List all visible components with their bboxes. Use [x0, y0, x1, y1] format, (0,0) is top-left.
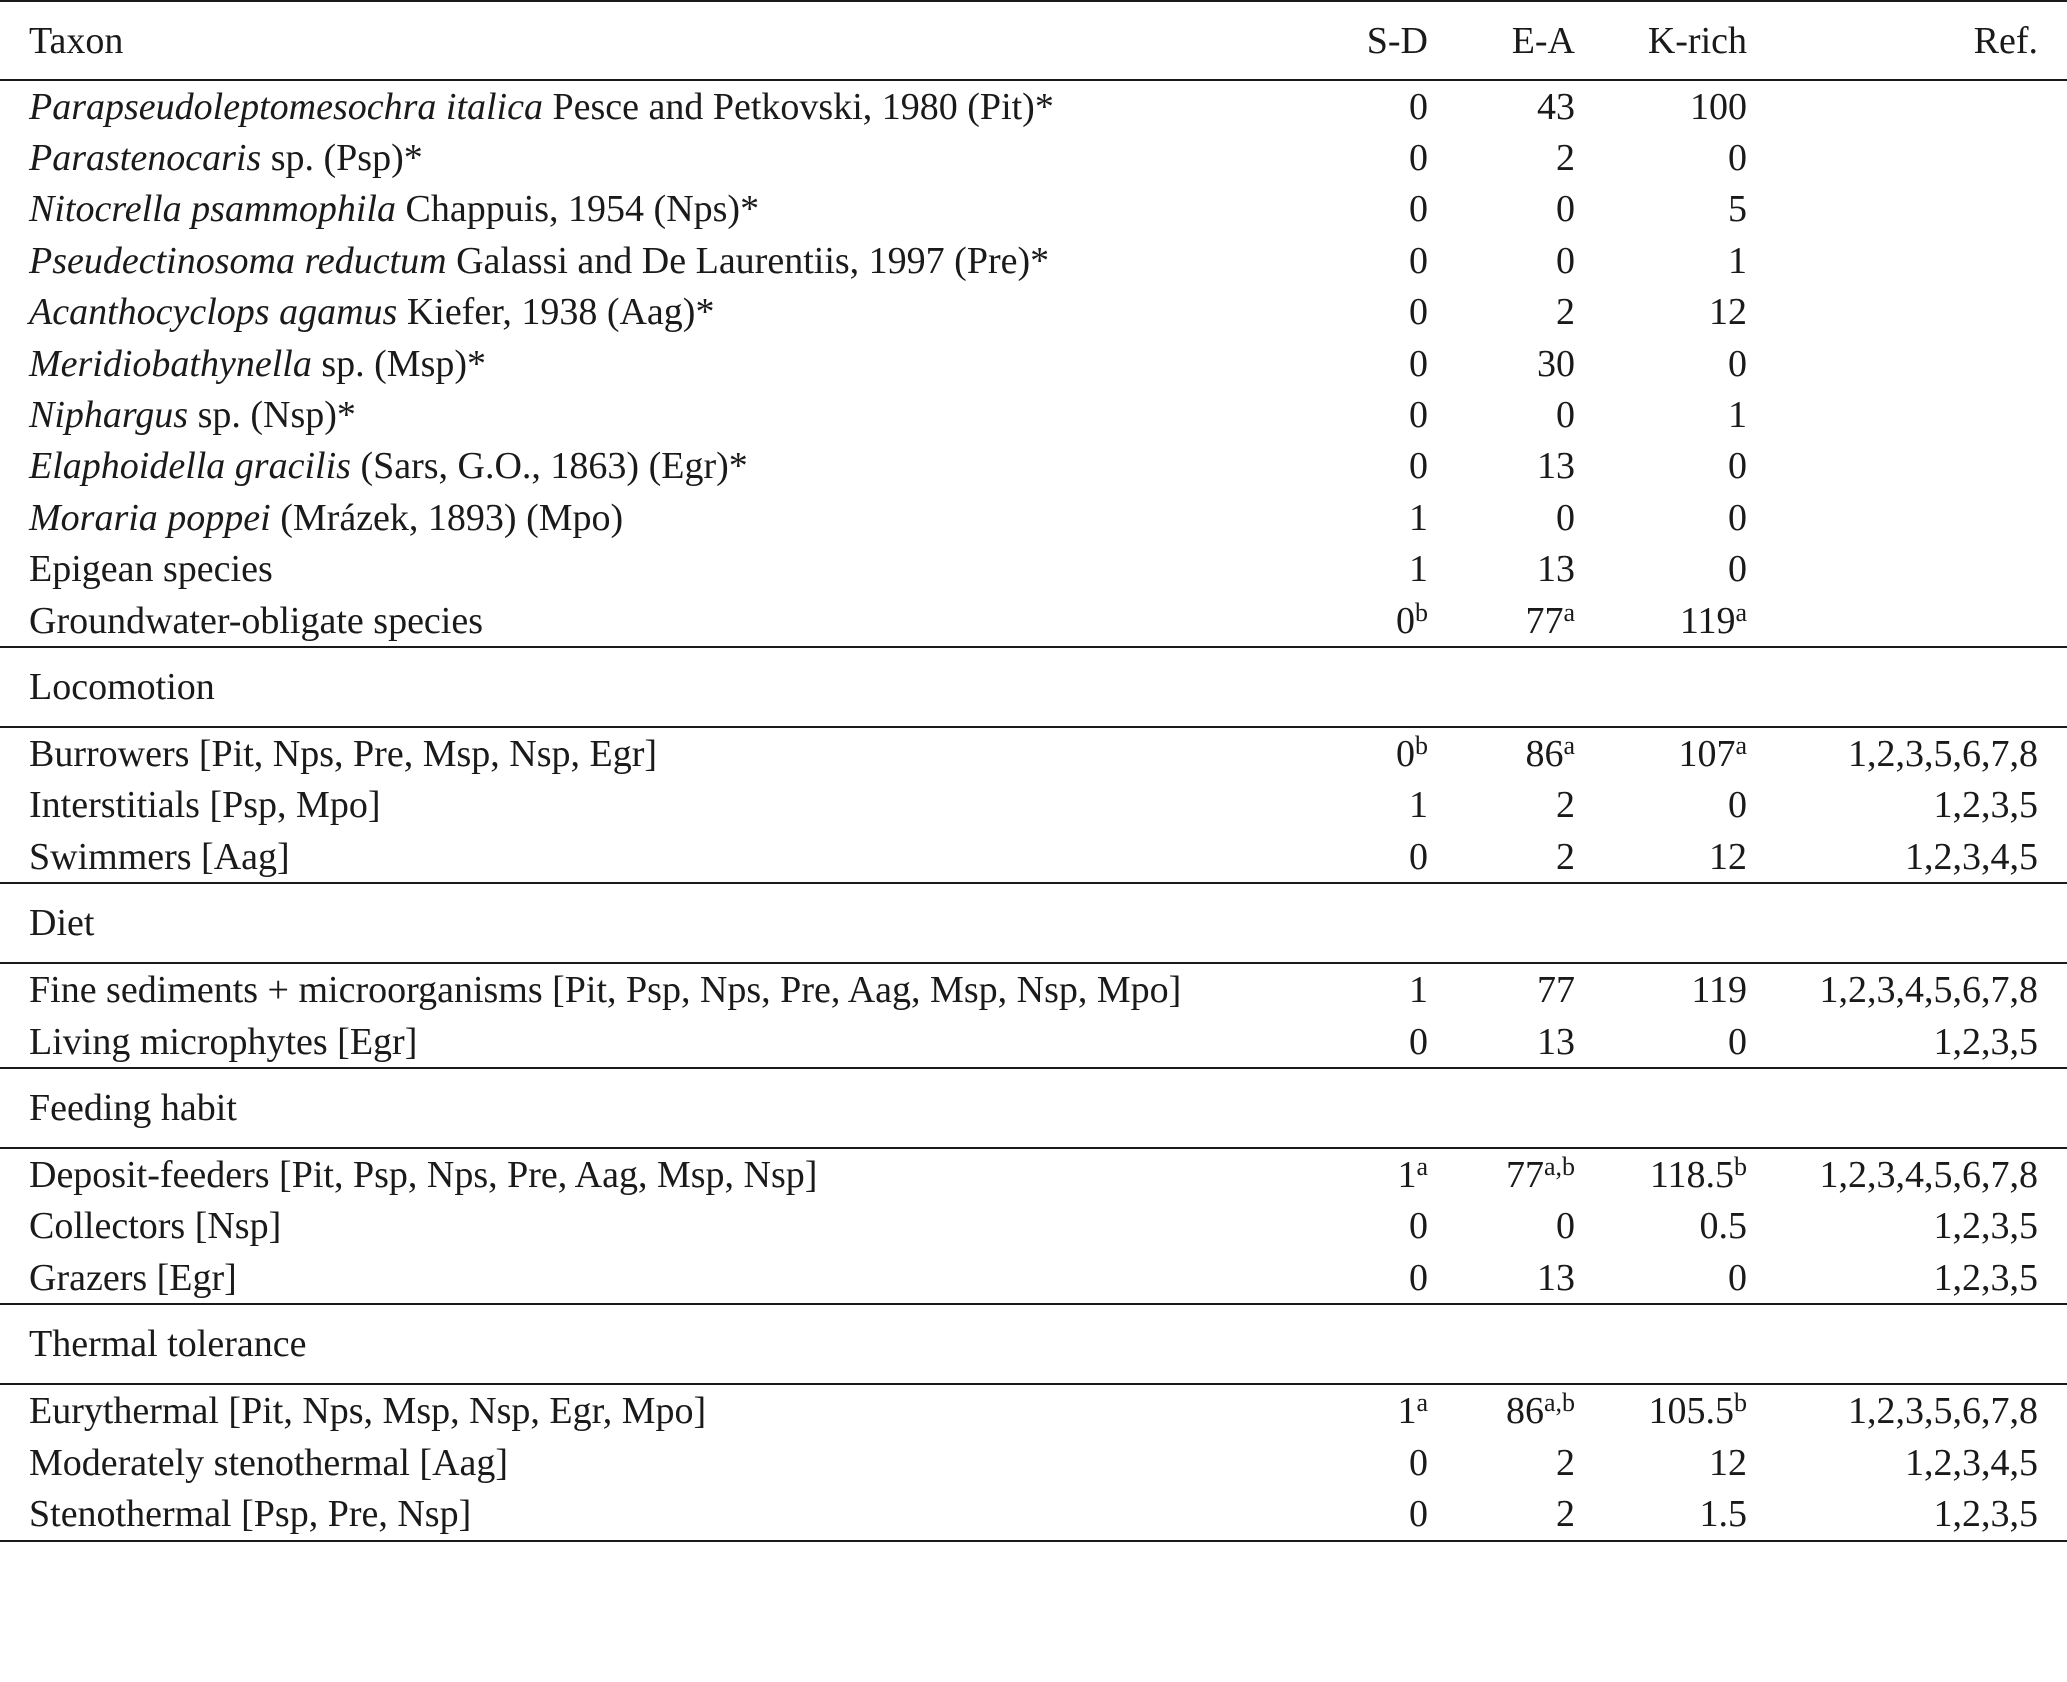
trait-row: [0, 1148, 2067, 1200]
taxon-authority: Galassi and De Laurentiis, 1997 (Pre)*: [456, 239, 1050, 282]
taxon-cell: [0, 492, 1321, 543]
ea-cell: [1428, 80, 1575, 132]
trait-label: Grazers [Egr]: [29, 1256, 237, 1299]
section-header-row: [0, 1068, 2067, 1148]
taxon-authority: Kiefer, 1938 (Aag)*: [406, 291, 715, 334]
sd-cell: [1321, 727, 1428, 779]
sd-cell-value: 0: [1409, 1020, 1428, 1063]
ea-cell: [1428, 132, 1575, 183]
taxon-cell: [0, 544, 1321, 595]
ea-cell-value: 2: [1556, 137, 1575, 180]
ea-cell: [1428, 727, 1575, 779]
sd-cell: [1321, 831, 1428, 883]
ref-cell: [1747, 389, 2067, 440]
krich-cell-superscript: b: [1734, 1151, 1747, 1181]
sd-cell-value: 0: [1409, 188, 1428, 231]
sd-cell-value: 0: [1409, 239, 1428, 282]
section-title: Feeding habit: [0, 1068, 2067, 1148]
taxon-authority: Groundwater-obligate species: [29, 599, 484, 642]
krich-cell-value: 1.5: [1699, 1492, 1747, 1535]
krich-cell: [1575, 544, 1747, 595]
taxon-cell: [0, 80, 1321, 132]
sd-cell-superscript: b: [1415, 730, 1428, 760]
ref-cell: 1,2,3,4,5: [1905, 835, 2038, 878]
trait-label: Deposit-feeders [Pit, Psp, Nps, Pre, Aag, Msp, Nsp]: [29, 1153, 818, 1196]
krich-cell-value: 1: [1728, 239, 1747, 282]
species-row: [0, 80, 2067, 132]
ea-cell-value: 2: [1556, 835, 1575, 878]
ea-cell: [1428, 338, 1575, 389]
ea-cell-value: 43: [1537, 85, 1575, 128]
krich-cell-value: 12: [1709, 291, 1747, 334]
ref-cell: [1747, 287, 2067, 338]
krich-cell: [1575, 389, 1747, 440]
ea-cell: [1428, 235, 1575, 286]
ea-cell: [1428, 1437, 1575, 1488]
krich-cell: [1575, 963, 1747, 1015]
taxon-name: Acanthocyclops agamus: [29, 291, 398, 334]
taxon-cell: [0, 235, 1321, 286]
taxon-cell: [0, 287, 1321, 338]
krich-cell-value: 0.5: [1699, 1205, 1747, 1248]
ea-cell-value: 0: [1556, 496, 1575, 539]
ref-cell: [1747, 544, 2067, 595]
sd-cell: [1321, 1488, 1428, 1540]
ea-cell: [1428, 492, 1575, 543]
ref-cell: 1,2,3,5,6,7,8: [1848, 1390, 2038, 1433]
sd-cell: [1321, 780, 1428, 831]
trait-label: Stenothermal [Psp, Pre, Nsp]: [0, 1488, 1321, 1540]
trait-label: Collectors [Nsp]: [29, 1205, 282, 1248]
krich-cell: [1575, 492, 1747, 543]
sd-cell: [1321, 80, 1428, 132]
section-header-row: [0, 883, 2067, 963]
sd-cell: [1321, 1437, 1428, 1488]
species-row: [0, 338, 2067, 389]
table-body: [0, 1, 2067, 1541]
taxon-authority: (Mrázek, 1893) (Mpo): [280, 496, 624, 539]
ref-cell: 1,2,3,4,5,6,7,8: [1819, 969, 2038, 1012]
header-row: [0, 1, 2067, 80]
taxon-name: Elaphoidella gracilis: [29, 445, 351, 488]
krich-cell: [1575, 184, 1747, 235]
sd-cell-superscript: a: [1416, 1388, 1428, 1418]
sd-cell: [1321, 1148, 1428, 1200]
ea-cell: [1428, 184, 1575, 235]
krich-cell: [1575, 1201, 1747, 1252]
taxon-name: Pseudectinosoma reductum: [29, 239, 447, 282]
krich-cell: [1575, 1437, 1747, 1488]
krich-cell-value: 119: [1679, 599, 1736, 642]
ea-cell: [1428, 287, 1575, 338]
ea-cell-value: 0: [1556, 188, 1575, 231]
krich-cell: [1575, 1016, 1747, 1068]
ea-cell: [1428, 1016, 1575, 1068]
sd-cell: [1321, 1201, 1428, 1252]
taxon-authority: sp. (Psp)*: [270, 137, 423, 180]
sd-cell-value: 0: [1409, 835, 1428, 878]
sd-cell: [1321, 492, 1428, 543]
sd-cell-superscript: a: [1416, 1151, 1428, 1181]
krich-cell-value: 100: [1690, 85, 1747, 128]
krich-cell: [1575, 80, 1747, 132]
taxon-cell: [0, 441, 1321, 492]
sd-cell: [1321, 963, 1428, 1015]
ea-cell: [1428, 441, 1575, 492]
sd-cell-value: 1: [1397, 1390, 1417, 1433]
sd-cell: [1321, 1252, 1428, 1304]
taxon-authority: Pesce and Petkovski, 1980 (Pit)*: [552, 85, 1054, 128]
species-row: [0, 389, 2067, 440]
sd-cell-value: 0: [1409, 394, 1428, 437]
section-title: Thermal tolerance: [0, 1304, 2067, 1384]
trait-row: [0, 727, 2067, 779]
ea-cell: [1428, 1252, 1575, 1304]
krich-cell-value: 0: [1728, 342, 1747, 385]
ea-cell: [1428, 780, 1575, 831]
sd-cell-value: 0: [1409, 445, 1428, 488]
trait-row: [0, 1201, 2067, 1252]
species-row: [0, 595, 2067, 647]
sd-cell-value: 0: [1409, 137, 1428, 180]
header-taxon: Taxon: [0, 1, 1321, 80]
ea-cell-value: 2: [1556, 1492, 1575, 1535]
taxon-authority: (Sars, G.O., 1863) (Egr)*: [360, 445, 748, 488]
sd-cell-value: 0: [1409, 1205, 1428, 1248]
section-header-row: [0, 647, 2067, 727]
sd-cell-value: 1: [1397, 1153, 1417, 1196]
ref-cell: [1747, 184, 2067, 235]
krich-cell: [1575, 831, 1747, 883]
krich-cell-value: 105.5: [1648, 1390, 1734, 1433]
ea-cell-value: 13: [1537, 548, 1575, 591]
trait-label: Moderately stenothermal [Aag]: [29, 1441, 509, 1484]
ref-cell: [1747, 132, 2067, 183]
sd-cell-value: 0: [1409, 291, 1428, 334]
ea-cell-value: 77: [1505, 1153, 1544, 1196]
ea-cell: [1428, 1148, 1575, 1200]
ref-cell: [1747, 441, 2067, 492]
sd-cell: [1321, 1384, 1428, 1436]
sd-cell-value: 0: [1409, 1441, 1428, 1484]
ea-cell: [1428, 831, 1575, 883]
krich-cell: [1575, 235, 1747, 286]
sd-cell: [1321, 544, 1428, 595]
trait-row: [0, 1252, 2067, 1304]
ea-cell: [1428, 595, 1575, 647]
taxon-authority: sp. (Nsp)*: [197, 394, 356, 437]
taxon-cell: [0, 184, 1321, 235]
ea-cell-superscript: a,b: [1543, 1151, 1575, 1181]
ea-cell-value: 86: [1505, 1390, 1544, 1433]
trait-label: Interstitials [Psp, Mpo]: [29, 784, 381, 827]
krich-cell-value: 119: [1691, 969, 1747, 1012]
species-row: [0, 287, 2067, 338]
ea-cell-value: 2: [1556, 784, 1575, 827]
trait-row: [0, 1437, 2067, 1488]
ref-cell: [1747, 338, 2067, 389]
krich-cell: [1575, 1148, 1747, 1200]
krich-cell-superscript: a: [1735, 730, 1747, 760]
taxon-cell: [0, 389, 1321, 440]
ea-cell-value: 30: [1537, 342, 1575, 385]
trait-label: Swimmers [Aag]: [29, 835, 290, 878]
krich-cell-value: 0: [1728, 137, 1747, 180]
species-row: [0, 235, 2067, 286]
krich-cell-value: 12: [1709, 835, 1747, 878]
krich-cell: [1575, 338, 1747, 389]
krich-cell: [1575, 727, 1747, 779]
sd-cell: [1321, 235, 1428, 286]
ref-cell: 1,2,3,4,5: [1905, 1441, 2038, 1484]
section-title: Locomotion: [0, 647, 2067, 727]
krich-cell-value: 0: [1728, 445, 1747, 488]
ea-cell-value: 77: [1525, 599, 1564, 642]
krich-cell-value: 0: [1728, 1256, 1747, 1299]
krich-cell-value: 12: [1709, 1441, 1747, 1484]
trait-row: [0, 963, 2067, 1015]
ea-cell-value: 0: [1556, 1205, 1575, 1248]
ref-cell: 1,2,3,5: [1933, 1256, 2038, 1299]
krich-cell-value: 0: [1728, 1020, 1747, 1063]
ea-cell: [1428, 1201, 1575, 1252]
ea-cell-value: 0: [1556, 394, 1575, 437]
sd-cell-value: 0: [1409, 1256, 1428, 1299]
trait-label: Fine sediments + microorganisms [Pit, Psp, Nps, Pre, Aag, Msp, Nsp, Mpo]: [29, 969, 1182, 1012]
ea-cell-superscript: a: [1563, 730, 1575, 760]
sd-cell: [1321, 132, 1428, 183]
sd-cell-value: 0: [1409, 1492, 1428, 1535]
ea-cell-value: 13: [1537, 1256, 1575, 1299]
ea-cell-value: 77: [1537, 969, 1575, 1012]
ea-cell: [1428, 963, 1575, 1015]
sd-cell: [1321, 1016, 1428, 1068]
krich-cell: [1575, 595, 1747, 647]
taxon-cell: [0, 132, 1321, 183]
krich-cell-value: 0: [1728, 496, 1747, 539]
trait-row: [0, 831, 2067, 883]
species-row: [0, 184, 2067, 235]
sd-cell-superscript: b: [1415, 597, 1428, 627]
trait-row: [0, 1016, 2067, 1068]
ref-cell: 1,2,3,5: [1747, 1488, 2067, 1540]
ea-cell-value: 0: [1556, 239, 1575, 282]
sd-cell-value: 0: [1409, 85, 1428, 128]
krich-cell-superscript: a: [1735, 597, 1747, 627]
taxon-name: Nitocrella psammophila: [29, 188, 396, 231]
trait-label: Eurythermal [Pit, Nps, Msp, Nsp, Egr, Mpo]: [29, 1390, 707, 1433]
species-row: [0, 132, 2067, 183]
sd-cell: [1321, 184, 1428, 235]
krich-cell: [1575, 441, 1747, 492]
taxon-name: Meridiobathynella: [29, 342, 312, 385]
sd-cell: [1321, 287, 1428, 338]
sd-cell: [1321, 595, 1428, 647]
species-row: [0, 544, 2067, 595]
taxon-name: Parastenocaris: [29, 137, 262, 180]
header-krich: K-rich: [1575, 1, 1747, 80]
taxon-name: Moraria poppei: [29, 496, 271, 539]
header-ea: E-A: [1428, 1, 1575, 80]
sd-cell-value: 1: [1409, 548, 1428, 591]
taxon-name: Niphargus: [29, 394, 189, 437]
species-row: [0, 492, 2067, 543]
sd-cell-value: 0: [1396, 599, 1415, 642]
krich-cell: [1575, 1384, 1747, 1436]
krich-cell: [1575, 132, 1747, 183]
trait-row: [0, 780, 2067, 831]
sd-cell: [1321, 441, 1428, 492]
trait-row: [0, 1488, 2067, 1540]
sd-cell-value: 1: [1409, 496, 1428, 539]
taxon-authority: Epigean species: [29, 548, 273, 591]
trait-row: [0, 1384, 2067, 1436]
sd-cell-value: 0: [1409, 342, 1428, 385]
krich-cell: [1575, 287, 1747, 338]
taxon-authority: sp. (Msp)*: [321, 342, 487, 385]
ea-cell-value: 13: [1537, 445, 1575, 488]
ref-cell: [1747, 235, 2067, 286]
krich-cell: [1575, 1488, 1747, 1540]
krich-cell-value: 1: [1728, 394, 1747, 437]
krich-cell: [1575, 780, 1747, 831]
krich-cell: [1575, 1252, 1747, 1304]
ref-cell: [1747, 492, 2067, 543]
section-header-row: [0, 1304, 2067, 1384]
taxon-authority: Chappuis, 1954 (Nps)*: [405, 188, 760, 231]
header-sd: S-D: [1321, 1, 1428, 80]
ea-cell-value: 13: [1537, 1020, 1575, 1063]
ref-cell: 1,2,3,5: [1933, 784, 2038, 827]
krich-cell-value: 107: [1678, 732, 1736, 775]
krich-cell-value: 0: [1728, 548, 1747, 591]
ref-cell: [1747, 80, 2067, 132]
krich-cell-superscript: b: [1734, 1388, 1747, 1418]
ref-cell: [1747, 595, 2067, 647]
ea-cell: [1428, 544, 1575, 595]
ref-cell: 1,2,3,5: [1933, 1205, 2038, 1248]
ea-cell-value: 2: [1556, 1441, 1575, 1484]
ea-cell-superscript: a,b: [1543, 1388, 1575, 1418]
ea-cell: [1428, 389, 1575, 440]
taxon-cell: [0, 595, 1321, 647]
section-title: Diet: [0, 883, 2067, 963]
ea-cell-value: 2: [1556, 291, 1575, 334]
krich-cell-value: 5: [1728, 188, 1747, 231]
sd-cell-value: 1: [1409, 784, 1428, 827]
species-row: [0, 441, 2067, 492]
trait-label: Burrowers [Pit, Nps, Pre, Msp, Nsp, Egr]: [29, 732, 658, 775]
sd-cell: [1321, 389, 1428, 440]
ref-cell: 1,2,3,5,6,7,8: [1848, 732, 2038, 775]
ref-cell: 1,2,3,4,5,6,7,8: [1819, 1153, 2038, 1196]
ea-cell: [1428, 1488, 1575, 1540]
sd-cell-value: 1: [1409, 969, 1428, 1012]
ea-cell: [1428, 1384, 1575, 1436]
ea-cell-value: 86: [1525, 732, 1564, 775]
trait-label: Living microphytes [Egr]: [29, 1020, 418, 1063]
sd-cell: [1321, 338, 1428, 389]
taxon-name: Parapseudoleptomesochra italica: [29, 85, 543, 128]
taxon-cell: [0, 338, 1321, 389]
krich-cell-value: 0: [1728, 784, 1747, 827]
sd-cell-value: 0: [1396, 732, 1415, 775]
header-ref: Ref.: [1747, 1, 2067, 80]
ea-cell-superscript: a: [1563, 597, 1575, 627]
ref-cell: 1,2,3,5: [1933, 1020, 2038, 1063]
krich-cell-value: 118.5: [1649, 1153, 1734, 1196]
